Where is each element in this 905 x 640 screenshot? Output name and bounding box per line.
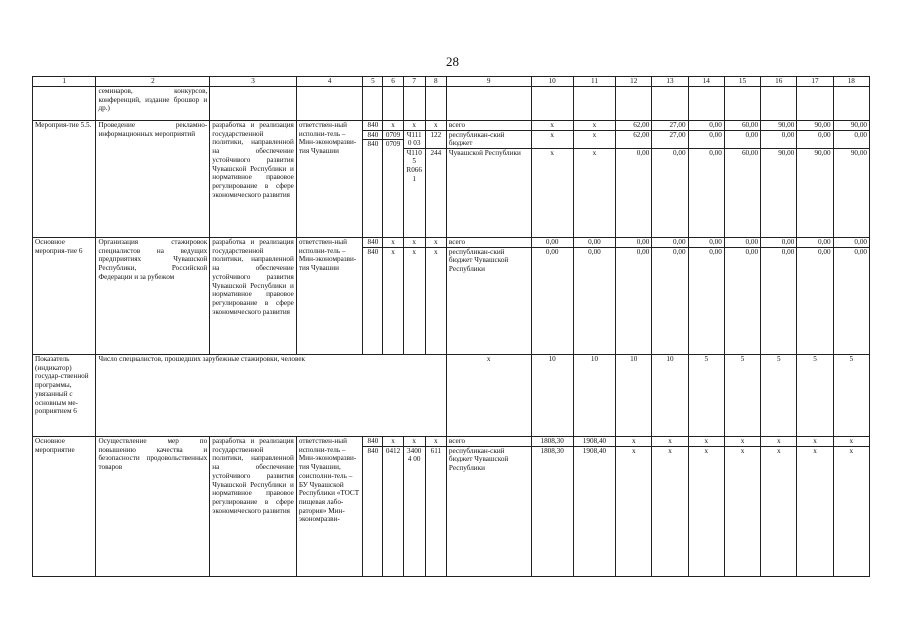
table-cell [833, 238, 869, 355]
table-cell: 5 [724, 355, 760, 437]
table-cell: 10 [573, 355, 615, 437]
row-label: Мероприя-тие 5.5. [33, 121, 96, 238]
table-cell [797, 121, 833, 238]
header-row [33, 77, 870, 87]
table-cell: 10 [531, 355, 573, 437]
table-cell [724, 437, 760, 577]
sub-cell: 0,00 [761, 238, 796, 248]
table-cell [833, 87, 869, 121]
header-cell: 4 [296, 77, 362, 87]
table-cell [363, 437, 383, 577]
sub-cell: 0,00 [725, 238, 760, 248]
sub-cell: 34004 00 [407, 446, 422, 464]
table-cell [761, 437, 797, 577]
sub-cell: x [426, 437, 446, 447]
sub-cell: 27,00 [652, 131, 687, 149]
table-cell [652, 238, 688, 355]
code-cell [403, 121, 425, 238]
table-cell [616, 238, 652, 355]
sub-cell: всего [447, 437, 531, 447]
program-direction: разработка и реализация государственной политики, направленной на обеспечение устойчивого развития Чувашской Республики и нормативное правовое регулирование в сфере экономического развития [210, 437, 297, 577]
header-cell: 1 [33, 77, 96, 87]
funding-source [446, 121, 531, 238]
table-cell [573, 437, 615, 577]
sub-cell: 0412 [385, 446, 401, 455]
sub-cell: 1908,40 [574, 437, 615, 447]
cell [33, 87, 96, 121]
sub-cell: 0,00 [761, 131, 796, 149]
table-cell [652, 121, 688, 238]
table-row [33, 87, 870, 121]
header-cell: 17 [797, 77, 833, 87]
sub-cell: x [761, 437, 796, 447]
program-direction: разработка и реализация государственной политики, направленной на обеспечение устойчивого развития Чувашской Республики и нормативное правовое регулирование в сфере экономического развития [210, 238, 297, 355]
sub-cell: 90,00 [797, 121, 832, 131]
event-name: Проведение рекламно-информационных мероприятий [96, 121, 210, 238]
sub-cell: x [652, 437, 687, 447]
table-cell [531, 121, 573, 238]
table-cell: x [446, 355, 531, 437]
header-cell: 11 [573, 77, 615, 87]
table-cell [383, 87, 403, 121]
table-cell [383, 238, 403, 355]
table-cell [403, 87, 425, 121]
sub-cell: 122 [426, 131, 446, 149]
row-label: Показатель (индикатор) государ-ственной программы, увязанный с основным ме-роприятием 6 [33, 355, 96, 437]
sub-cell: всего [447, 238, 531, 248]
table-cell [797, 238, 833, 355]
row-label: Основное мероприятие [33, 437, 96, 577]
sub-cell: 0,00 [673, 247, 686, 256]
table-row [33, 355, 870, 437]
table-cell [616, 121, 652, 238]
header-cell: 3 [210, 77, 297, 87]
sub-cell: 0,00 [532, 238, 573, 248]
sub-cell: x [849, 446, 854, 455]
header-cell: 6 [383, 77, 403, 87]
table-cell [688, 238, 724, 355]
sub-cell: 0,00 [545, 247, 559, 256]
table-cell: 5 [833, 355, 869, 437]
table-cell [425, 437, 446, 577]
table-row [33, 437, 870, 577]
sub-cell: всего [447, 121, 531, 131]
sub-cell: x [404, 437, 425, 447]
table-cell [573, 87, 615, 121]
sub-cell: x [797, 437, 832, 447]
table-cell [724, 121, 760, 238]
sub-cell: 0,00 [834, 131, 869, 149]
table-cell [425, 238, 446, 355]
table-cell [797, 87, 833, 121]
event-name: Организация стажировок специалистов на ведущих предприятиях Чувашской Республики, Российской Федерации и за рубежом [96, 238, 210, 355]
table-cell [446, 87, 531, 121]
header-cell: 7 [403, 77, 425, 87]
sub-cell: 0,00 [689, 238, 724, 248]
sub-cell: x [689, 437, 724, 447]
sub-cell: x [383, 437, 402, 447]
header-cell: 16 [761, 77, 797, 87]
table-cell: 5 [797, 355, 833, 437]
table-cell [833, 437, 869, 577]
sub-cell: 0,00 [709, 247, 722, 256]
sub-cell: 840 [363, 238, 382, 248]
sub-cell: 1808,30 [540, 446, 564, 455]
row-label: Основное мероприя-тие 6 [33, 238, 96, 355]
sub-cell: 90,00 [814, 148, 831, 157]
table-cell [531, 238, 573, 355]
sub-cell: 0,00 [588, 247, 601, 256]
funding-source [446, 437, 531, 577]
sub-cell: 0,00 [818, 247, 831, 256]
table-cell [761, 121, 797, 238]
sub-cell: x [704, 446, 709, 455]
table-cell [425, 87, 446, 121]
table-cell [616, 437, 652, 577]
sub-cell: x [412, 247, 416, 256]
sub-cell: x [813, 446, 817, 455]
sub-cell: x [383, 121, 402, 131]
sub-cell: 0,00 [781, 247, 795, 256]
table-cell [688, 87, 724, 121]
sub-cell: 0,00 [652, 238, 687, 248]
sub-cell: 840 [363, 121, 382, 131]
table-cell [761, 238, 797, 355]
sub-cell: 62,00 [616, 121, 651, 131]
table-cell: 10 [652, 355, 688, 437]
table-cell [724, 87, 760, 121]
executor: ответствен-ный исполни-тель – Мин-экономразви-тия Чувашии [296, 121, 362, 238]
sub-cell: x [776, 446, 781, 455]
header-cell: 5 [363, 77, 383, 87]
header-cell: 15 [724, 77, 760, 87]
header-cell: 18 [833, 77, 869, 87]
sub-cell: x [426, 238, 446, 248]
sub-cell: 90,00 [850, 148, 867, 157]
sub-cell: x [404, 238, 425, 248]
sub-cell: x [426, 121, 446, 131]
sub-cell: 244 [430, 148, 442, 157]
program-direction: разработка и реализация государственной политики, направленной на обеспечение устойчивого развития Чувашской Республики и нормативное правовое регулирование в сфере экономического развития [210, 121, 297, 238]
sub-cell: Ч1110 03 [404, 131, 425, 149]
sub-cell: 0,00 [636, 148, 650, 157]
sub-cell: 840 [363, 131, 382, 141]
table-cell [688, 437, 724, 577]
sub-cell: x [834, 437, 869, 447]
sub-cell: 90,00 [834, 121, 869, 131]
sub-cell: x [592, 148, 597, 157]
table-cell [363, 87, 383, 121]
sub-cell: 60,00 [725, 121, 760, 131]
sub-cell: x [532, 121, 573, 131]
indicator-text: Число специалистов, прошедших зарубежные стажировки, человек [96, 355, 446, 437]
sub-cell: x [668, 446, 672, 455]
sub-cell: 0,00 [689, 121, 724, 131]
sub-cell: x [574, 121, 615, 131]
sub-cell: x [740, 446, 745, 455]
table-cell [573, 121, 615, 238]
sub-cell: x [725, 437, 760, 447]
sub-cell: 0,00 [636, 247, 650, 256]
code-cell [363, 121, 383, 238]
event-name: семинаров, конкурсов, конференций, издание брошюр и др.) [96, 87, 210, 121]
budget-table [32, 76, 870, 577]
table-cell [573, 238, 615, 355]
header-cell: 13 [652, 77, 688, 87]
table-row [33, 121, 870, 238]
sub-cell: 0,00 [834, 238, 869, 248]
sub-cell: 0,00 [616, 238, 651, 248]
table-row [33, 238, 870, 355]
table-cell [403, 437, 425, 577]
event-name: Осуществление мер по повышению качества и безопасности продовольственных товаров [96, 437, 210, 577]
sub-cell: x [383, 238, 402, 248]
sub-cell: 0,00 [725, 131, 760, 149]
sub-cell: республикан-ский бюджет [447, 131, 531, 149]
header-cell: 8 [425, 77, 446, 87]
sub-cell: x [550, 148, 554, 157]
header-cell: 14 [688, 77, 724, 87]
sub-cell: x [532, 131, 573, 149]
table-cell [531, 87, 573, 121]
table-cell [833, 121, 869, 238]
table-cell [724, 238, 760, 355]
executor: ответствен-ный исполни-тель – Мин-экономразви-тия Чувашии, соисполни-тель – БУ Чувашской Республики «ТОСТ пищевая лабо-ратория» Мин-экономразви- [296, 437, 362, 577]
header-cell: 10 [531, 77, 573, 87]
sub-cell: x [631, 446, 636, 455]
table-cell [761, 87, 797, 121]
header-cell: 2 [96, 77, 210, 87]
sub-cell: 62,00 [616, 131, 651, 149]
sub-cell: 840 [367, 140, 379, 149]
sub-cell: 1808,30 [532, 437, 573, 447]
table-cell: 5 [761, 355, 797, 437]
sub-cell: 0709 [385, 140, 401, 149]
table-cell [652, 87, 688, 121]
table-cell [797, 437, 833, 577]
table-cell [403, 238, 425, 355]
table-cell [688, 121, 724, 238]
sub-cell: 611 [430, 446, 442, 455]
sub-cell: 840 [367, 247, 379, 256]
table-cell [652, 437, 688, 577]
sub-cell: 0,00 [709, 148, 722, 157]
table-cell [383, 437, 403, 577]
sub-cell: x [574, 131, 615, 149]
code-cell [383, 121, 403, 238]
sub-cell: 60,00 [741, 148, 759, 157]
sub-cell: x [434, 247, 438, 256]
sub-cell: 90,00 [778, 148, 795, 157]
sub-cell: Чувашской Республики [448, 148, 521, 157]
executor: ответствен-ный исполни-тель – Мин-экономразви-тия Чувашии [296, 238, 362, 355]
sub-cell: x [616, 437, 651, 447]
table-cell: 5 [688, 355, 724, 437]
sub-cell: 840 [363, 437, 382, 447]
sub-cell: x [404, 121, 425, 131]
sub-cell: 0,00 [797, 238, 832, 248]
sub-cell: 1908,40 [582, 446, 607, 455]
code-cell [425, 121, 446, 238]
sub-cell: x [391, 247, 395, 256]
sub-cell: 0709 [383, 131, 402, 141]
table-cell [363, 238, 383, 355]
table-cell: 10 [616, 355, 652, 437]
sub-cell: Ч1105 R0661 [406, 148, 422, 183]
sub-cell: 0,00 [574, 238, 615, 248]
sub-cell: 0,00 [745, 247, 759, 256]
sub-cell: республикан-ский бюджет Чувашской Республики [448, 247, 509, 274]
cell [210, 87, 297, 121]
cell [296, 87, 362, 121]
table-cell [531, 437, 573, 577]
sub-cell: 0,00 [689, 131, 724, 149]
header-cell: 9 [446, 77, 531, 87]
sub-cell: 0,00 [797, 131, 832, 149]
funding-source [446, 238, 531, 355]
table-cell [616, 87, 652, 121]
sub-cell: 0,00 [854, 247, 867, 256]
page-number: 28 [446, 54, 459, 69]
sub-cell: 27,00 [652, 121, 687, 131]
sub-cell: 0,00 [673, 148, 686, 157]
sub-cell: республикан-ский бюджет Чувашской Республики [448, 446, 509, 473]
sub-cell: 90,00 [761, 121, 796, 131]
header-cell: 12 [616, 77, 652, 87]
sub-cell: 840 [367, 446, 379, 455]
